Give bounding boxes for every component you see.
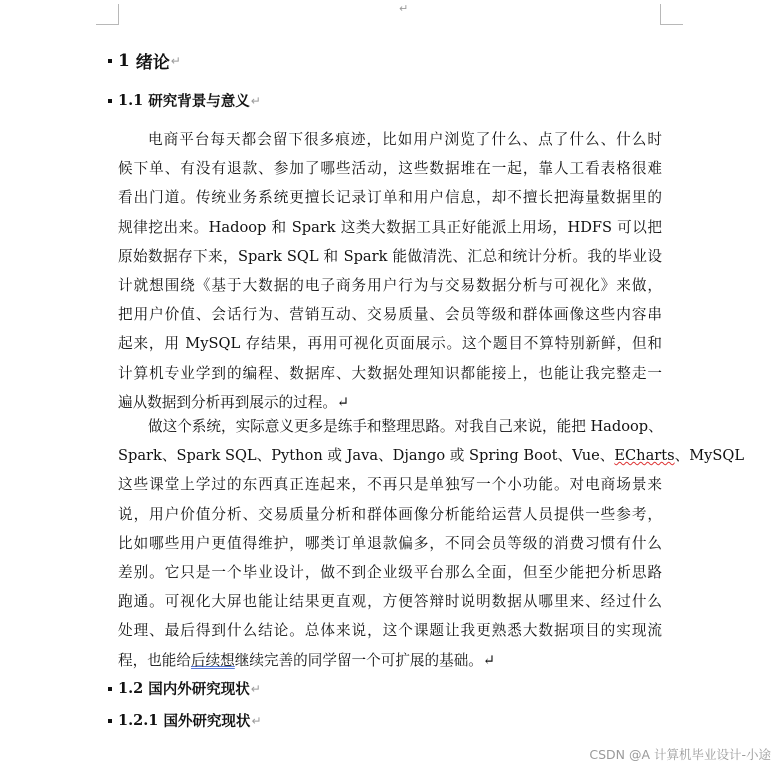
heading-2-number: 1.1 bbox=[118, 92, 144, 109]
text-line: 计算机专业学到的编程、数据库、大数据处理知识都能接上，也能让我完整走一 bbox=[118, 364, 662, 382]
text-line: 差别。它只是一个毕业设计，做不到企业级平台那么全面，但至少能把分析思路 bbox=[118, 564, 662, 582]
page-corner-mark-top-right bbox=[660, 4, 683, 25]
page-corner-mark-top-left bbox=[96, 4, 119, 25]
paragraph-significance[interactable] bbox=[118, 412, 745, 675]
heading-2-title: 研究背景与意义 bbox=[148, 93, 250, 110]
text-line: 说，用户价值分析、交易质量分析和群体画像分析能给运营人员提供一些参考， bbox=[118, 505, 662, 523]
text-line: 原始数据存下来，Spark SQL 和 Spark 能做清洗、汇总和统计分析。我的毕业设 bbox=[118, 247, 662, 265]
text-line: 候下单、有没有退款、参加了哪些活动，这些数据堆在一起，靠人工看表格很难 bbox=[118, 160, 662, 178]
text-line: 看出门道。传统业务系统更擅长记录订单和用户信息，却不擅长把海量数据里的 bbox=[118, 189, 662, 207]
text-fragment: 、MySQL bbox=[674, 447, 745, 465]
text-line: 遍从数据到分析再到展示的过程。↵ bbox=[118, 393, 350, 411]
text-line: 规律挖出来。Hadoop 和 Spark 这类大数据工具正好能派上用场，HDFS 可以把 bbox=[118, 218, 662, 236]
text-line: 做这个系统，实际意义更多是练手和整理思路。对我自己来说，能把 Hadoop、 bbox=[148, 418, 663, 435]
spellcheck-flagged-word[interactable]: ECharts bbox=[614, 447, 675, 465]
bullet-icon bbox=[108, 99, 112, 103]
paragraph-mark: ↵ bbox=[250, 681, 261, 696]
watermark: CSDN @A 计算机毕业设计-小途 bbox=[589, 747, 771, 762]
text-line: 跑通。可视化大屏也能让结果更直观，方便答辩时说明数据从哪里来、经过什么 bbox=[118, 593, 662, 611]
heading-1-number: 1 bbox=[118, 50, 130, 71]
text-line-last bbox=[118, 646, 662, 675]
heading-1-title: 绪论 bbox=[135, 53, 170, 73]
heading-3-foreign-research[interactable] bbox=[108, 710, 262, 731]
text-line: 起来，用 MySQL 存结果，再用可视化页面展示。这个题目不算特别新鲜，但和 bbox=[118, 335, 662, 353]
text-line: 这些课堂上学过的东西真正连起来，不再只是单独写一个小功能。对电商场景来 bbox=[118, 476, 662, 494]
text-line: 电商平台每天都会留下很多痕迹，比如用户浏览了什么、点了什么、什么时 bbox=[148, 131, 662, 148]
bullet-icon bbox=[108, 687, 112, 691]
bullet-icon bbox=[108, 719, 112, 723]
paragraph-mark: ↵ bbox=[251, 713, 262, 728]
text-line: 比如哪些用户更值得维护，哪类订单退款偏多，不同会员等级的消费习惯有什么 bbox=[118, 534, 662, 552]
paragraph-mark: ↵ bbox=[250, 93, 261, 108]
heading-2-number: 1.2 bbox=[118, 680, 144, 697]
heading-2-research-status[interactable] bbox=[108, 678, 261, 699]
paragraph-mark: ↵ bbox=[170, 53, 181, 68]
text-fragment: 继续完善的同学留一个可扩展的基础。↵ bbox=[234, 651, 496, 669]
text-line-tools bbox=[118, 441, 745, 470]
paragraph-mark: ↵ bbox=[399, 2, 409, 15]
text-line: 计就想围绕《基于大数据的电子商务用户行为与交易数据分析与可视化》来做， bbox=[118, 277, 662, 295]
heading-1[interactable] bbox=[108, 48, 181, 73]
bullet-icon bbox=[108, 59, 112, 63]
text-fragment: 程，也能给 bbox=[118, 651, 191, 669]
text-fragment: Spark、Spark SQL、Python 或 Java、Django 或 Spring Boot、Vue、 bbox=[118, 447, 615, 465]
text-line: 把用户价值、会话行为、营销互动、交易质量、会员等级和群体画像这些内容串 bbox=[118, 306, 662, 324]
heading-2-background[interactable] bbox=[108, 90, 261, 111]
heading-3-number: 1.2.1 bbox=[118, 712, 159, 729]
grammar-flagged-word[interactable]: 后续想 bbox=[190, 651, 235, 669]
text-line: 处理、最后得到什么结论。总体来说，这个课题让我更熟悉大数据项目的实现流 bbox=[118, 622, 662, 640]
heading-3-title: 国外研究现状 bbox=[163, 713, 251, 730]
paragraph-background[interactable] bbox=[118, 125, 662, 417]
heading-2-title: 国内外研究现状 bbox=[148, 681, 250, 698]
